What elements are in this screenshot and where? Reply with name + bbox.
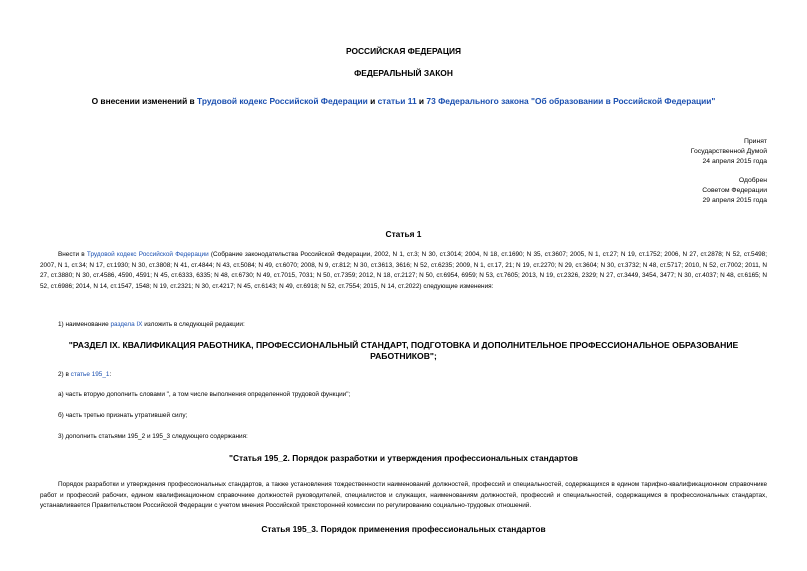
article-195-2-text: Порядок разработки и утверждения профессиональных стандартов, а также установления тождественности наименований должностей, профессий и специальностей, содержащихся в едином тарифно-квалификационном справочнике работ и профессий рабочих, едином квалификационном справочнике должностей руководителей, специалистов и служащих, наименованиям должностей, профессий и специальностей, содержащимся в профессиональных стандартах, устанавливается Правительством Российской Федерации с учетом мнения Российской трехсторонней комиссии по регулированию социально-трудовых отношений. [40, 481, 767, 509]
adoption-line: Принят [743, 138, 767, 145]
adoption-block [691, 137, 767, 167]
adoption-line: Государственной Думой [690, 148, 767, 155]
intro-text: (Собрание законодательства Российской Федерации, 2002, N 1, ст.3; N 30, ст.3014; 2004, N 18, ст.1690; N 35, ст.3607; 2005, N 1, ст.27; N 19, ст.1752; 2006, N 27, ст.2878; N 52, ст.5498; 2007, N 1, ст.34; N 17, ст.1930; N 30, ст.3808; N 41, ст.4844; N 43, ст.5084; N 49, ст.6070; 2008, N 9, ст.812; N 30, ст.3613, 3616; N 52, ст.6235; 2009, N 1, ст.17, 21; N 19, ст.2270; N 29, ст.3604; N 30, ст.3732; N 48, ст.5717; 2010, N 52, ст.7002; 2011, N 27, ст.3880; N 30, ст.4586, 4590, 4591; N 45, ст.6333, 6335; N 48, ст.6730; N 49, ст.7015, 7031; N 50, ст.7359; 2012, N 18, ст.2127; N 50, ст.6954, 6959; N 53, ст.7605; 2013, N 19, ст.2326, 2329; N 27, ст.3449, 3454, 3477; N 30, ст.4037; N 48, ст.6165; N 52, ст.6986; 2014, N 14, ст.1547, 1548; N 19, ст.2321; N 30, ст.4217; N 45, ст.6143; N 49, ст.6918; N 52, ст.7554; 2015, N 14, ст.2022) следующие изменения: [40, 251, 768, 290]
law-title [0, 96, 807, 106]
section-ix-title: "РАЗДЕЛ IX. КВАЛИФИКАЦИЯ РАБОТНИКА, ПРОФЕССИОНАЛЬНЫЙ СТАНДАРТ, ПОДГОТОВКА И ДОПОЛНИТЕЛЬНОЕ ПРОФЕССИОНАЛЬНОЕ ОБРАЗОВАНИЕ РАБОТНИКОВ"; [68, 340, 739, 361]
item-2 [58, 370, 111, 381]
article-195-1-link[interactable]: статье 195_1 [70, 371, 110, 378]
labor-code-intro-link[interactable]: Трудовой кодекс Российской Федерации [86, 251, 209, 258]
education-law-link[interactable]: 73 Федерального закона "Об образовании в Российской Федерации" [426, 96, 716, 106]
adoption-date: 24 апреля 2015 года [702, 158, 767, 165]
country-heading: РОССИЙСКАЯ ФЕДЕРАЦИЯ [345, 46, 462, 56]
labor-code-link[interactable]: Трудовой кодекс Российской Федерации [197, 96, 368, 106]
approval-line: Одобрен [738, 177, 767, 184]
item-2a: а) часть вторую дополнить словами ", а том числе выполнения определенной трудовой функции"; [58, 391, 351, 398]
item-1-suffix: изложить в следующей редакции: [142, 321, 245, 328]
article-11-link[interactable]: статьи 11 [377, 96, 417, 106]
item-3: 3) дополнить статьями 195_2 и 195_3 следующего содержания: [58, 433, 248, 440]
item-2b: б) часть третью признать утратившей силу; [58, 412, 188, 419]
article-195-2-title: "Статья 195_2. Порядок разработки и утверждения профессиональных стандартов [229, 453, 578, 463]
approval-line: Советом Федерации [702, 187, 767, 194]
item-1 [58, 320, 245, 331]
item-2-suffix: : [109, 371, 112, 378]
article-195-3-title: Статья 195_3. Порядок применения профессиональных стандартов [261, 524, 546, 534]
item-2-prefix: 2) в [58, 371, 71, 378]
law-title-text: О внесении изменений в [91, 96, 198, 106]
law-title-text: и [367, 96, 378, 106]
approval-date: 29 апреля 2015 года [702, 197, 767, 204]
approval-block [702, 176, 767, 206]
intro-prefix: Внести в [58, 251, 87, 258]
section-ix-link[interactable]: раздела IX [110, 321, 143, 328]
item-1-prefix: 1) наименование [58, 321, 111, 328]
article-1-intro [40, 250, 767, 292]
law-title-text: и [416, 96, 427, 106]
article-1-heading: Статья 1 [385, 229, 422, 239]
law-type-heading: ФЕДЕРАЛЬНЫЙ ЗАКОН [354, 68, 453, 78]
